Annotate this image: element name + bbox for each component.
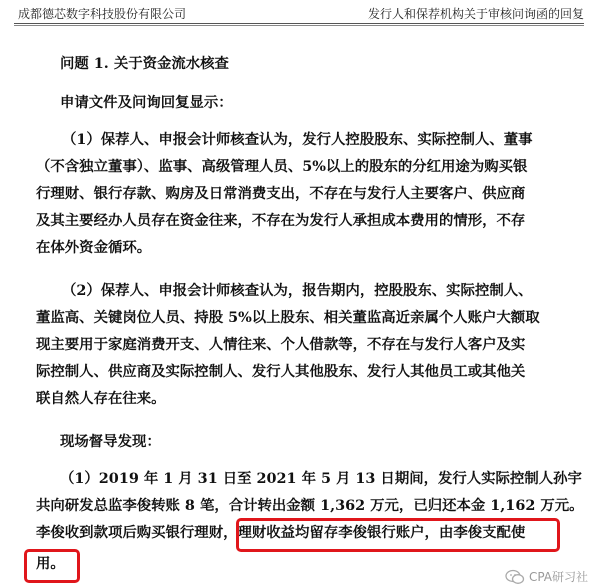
p2-line-4: 际控制人、供应商及实际控制人、发行人其他股东、发行人其他员工或其他关: [36, 363, 526, 380]
header-rule-2: [14, 25, 584, 26]
intro-text: 申请文件及问询回复显示：: [60, 94, 233, 111]
p2-line-3: 现主要用于家庭消费开支、人情往来、个人借款等，不存在与发行人客户及实: [36, 336, 526, 353]
p1-line-4: 及其主要经办人员存在资金往来，不存在为发行人承担成本费用的情形，不存: [36, 212, 526, 229]
highlight-box-1: [236, 518, 560, 552]
header-doc-title: 发行人和保荐机构关于审核问询函的回复: [367, 7, 584, 21]
p3-line-1: （1）2019 年 1 月 31 日至 2021 年 5 月 13 日期间，发行人实际控制人孙宇: [60, 470, 582, 487]
finding-title: 现场督导发现：: [60, 433, 161, 450]
section-title: 问题 1. 关于资金流水核查: [60, 55, 229, 72]
watermark-text: CPA研习社: [528, 570, 588, 584]
header-rule: [14, 23, 584, 24]
p1-line-5: 在体外资金循环。: [36, 239, 152, 256]
p1-line-2: （不含独立董事）、监事、高级管理人员、5%以上的股东的分红用途为购买银: [36, 158, 528, 175]
header-company: 成都德芯数字科技股份有限公司: [18, 7, 187, 21]
wechat-icon: [505, 569, 525, 585]
highlight-box-2: [24, 549, 80, 583]
p3-line-4: 用。: [36, 555, 65, 572]
p3-line-2: 共向研发总监李俊转账 8 笔，合计转出金额 1,362 万元，已归还本金 1,162 万元。: [36, 497, 584, 514]
p2-line-5: 联自然人存在往来。: [36, 390, 166, 407]
p1-line-3: 行理财、银行存款、购房及日常消费支出，不存在与发行人主要客户、供应商: [36, 185, 526, 202]
p2-line-2: 董监高、关键岗位人员、持股 5%以上股东、相关董监高近亲属个人账户大额取: [36, 309, 540, 326]
p1-line-1: （1）保荐人、申报会计师核查认为，发行人控股股东、实际控制人、董事: [62, 131, 533, 148]
watermark: [505, 568, 588, 585]
p3-line-3: 李俊收到款项后购买银行理财，理财收益均留存李俊银行账户，由李俊支配使: [36, 524, 526, 541]
p2-line-1: （2）保荐人、申报会计师核查认为，报告期内，控股股东、实际控制人、: [62, 282, 533, 299]
